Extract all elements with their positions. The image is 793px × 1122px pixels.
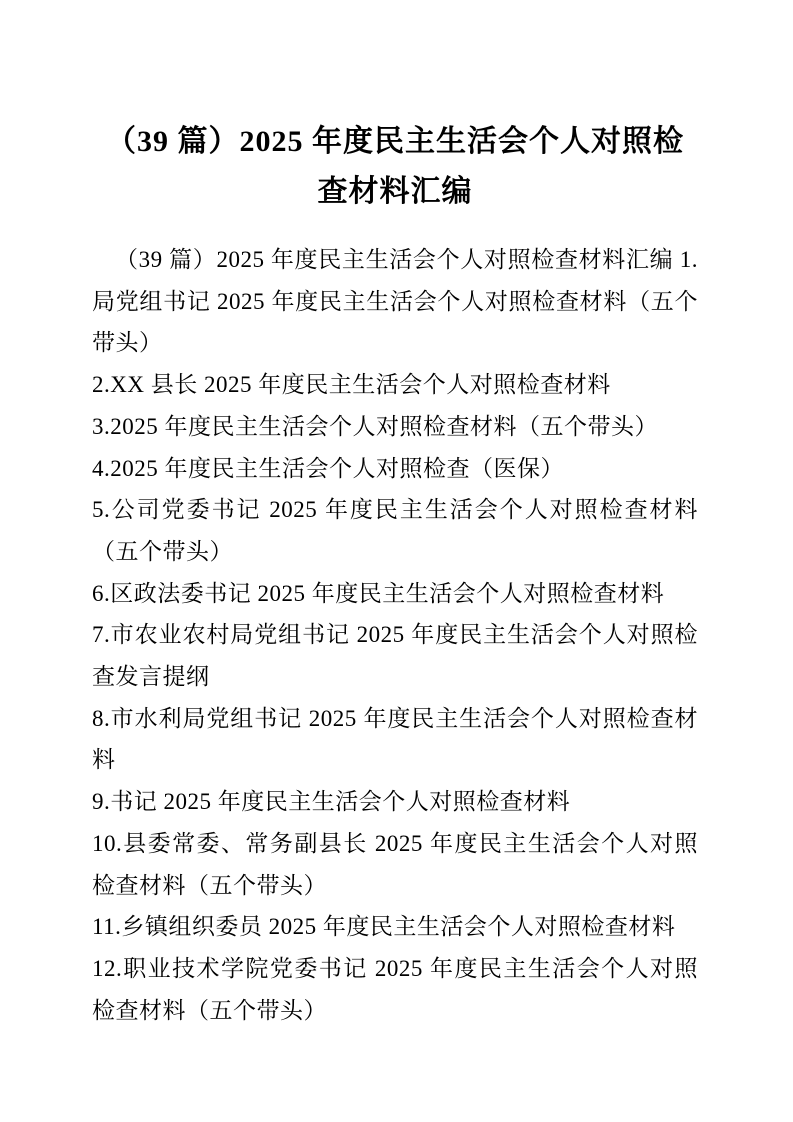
list-item: （39 篇）2025 年度民主生活会个人对照检查材料汇编 1.局党组书记 2025 年度民主生活会个人对照检查材料（五个带头）	[92, 247, 698, 356]
list-item: 7.市农业农村局党组书记 2025 年度民主生活会个人对照检查发言提纲	[92, 622, 698, 690]
list-item: 3.2025 年度民主生活会个人对照检查材料（五个带头）	[92, 413, 658, 439]
list-item: 4.2025 年度民主生活会个人对照检查（医保）	[92, 455, 564, 481]
list-item: 12.职业技术学院党委书记 2025 年度民主生活会个人对照检查材料（五个带头）	[92, 955, 698, 1023]
list-item: 8.市水利局党组书记 2025 年度民主生活会个人对照检查材料	[92, 705, 698, 773]
list-item: 10.县委常委、常务副县长 2025 年度民主生活会个人对照检查材料（五个带头）	[92, 830, 698, 898]
list-item: 6.区政法委书记 2025 年度民主生活会个人对照检查材料	[92, 580, 665, 606]
list-item: 5.公司党委书记 2025 年度民主生活会个人对照检查材料（五个带头）	[92, 497, 698, 564]
list-item: 2.XX 县长 2025 年度民主生活会个人对照检查材料	[92, 372, 611, 398]
document-body	[92, 239, 698, 1031]
document-title: （39 篇）2025 年度民主生活会个人对照检查材料汇编	[106, 125, 684, 208]
list-item: 9.书记 2025 年度民主生活会个人对照检查材料	[92, 789, 571, 815]
list-item: 11.乡镇组织委员 2025 年度民主生活会个人对照检查材料	[92, 914, 676, 940]
